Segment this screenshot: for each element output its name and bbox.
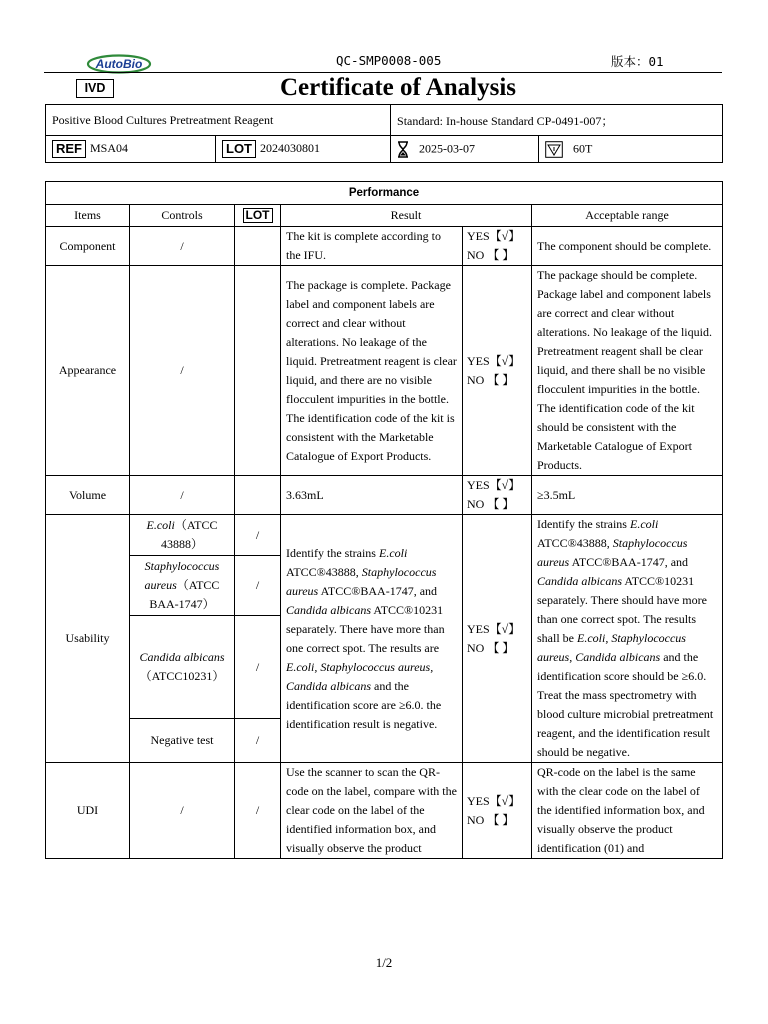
item-volume: Volume <box>46 476 130 515</box>
table-row <box>46 266 723 476</box>
lot-value-cell: / <box>235 556 281 616</box>
yes-mark: YES【√】 <box>467 478 521 492</box>
yes-mark: YES【√】 <box>467 621 521 636</box>
range-text: The component should be complete. <box>532 227 723 266</box>
ref-cell <box>46 136 216 163</box>
lot-value-cell <box>235 266 281 476</box>
item-appearance: Appearance <box>46 266 130 476</box>
control-negative: Negative test <box>130 719 235 763</box>
result-text: Use the scanner to scan the QR-code on the label, compare with the clear code on the label of the identified information box, and visually observe the product <box>281 763 463 859</box>
header-result: Result <box>281 205 532 227</box>
result-text: Identify the strains E.coli ATCC®43888, Staphylococcus aureus ATCC®BAA-1747, and Candida albicans ATCC®10231 separately. There have more than one correct spot. The results are E.coli, Staphylococcus aureus, Candida albicans and the identification score are ≥6.0. the identification result is negative. <box>281 515 463 763</box>
header-rule <box>44 72 722 73</box>
yes-mark: YES【√】 <box>467 353 521 368</box>
control-strain: （ATCC BAA-1747） <box>149 578 220 611</box>
standard-reference: Standard: In-house Standard CP-0491-007； <box>391 105 723 136</box>
table-row <box>46 227 723 266</box>
lot-value-cell: / <box>235 719 281 763</box>
control-staph <box>130 556 235 616</box>
result-text: The kit is complete according to the IFU. <box>281 227 463 266</box>
performance-table <box>45 181 723 859</box>
range-text: The package should be complete. Package label and component labels are correct and clear without alterations. No leakage of the liquid. Pretreatment reagent shall be clear liquid, and there shall be no visible flocculent impurities in the bottle. The identification code of the kit should be consistent with the Marketable Catalogue of Export Products. <box>532 266 723 476</box>
autobio-logo <box>86 53 152 74</box>
header-controls: Controls <box>130 205 235 227</box>
no-mark: NO 【 】 <box>467 640 515 655</box>
tests-count-icon <box>545 141 563 158</box>
hourglass-icon <box>397 141 409 158</box>
ref-symbol: REF <box>52 140 86 158</box>
lot-value-cell: / <box>235 763 281 859</box>
control-value: / <box>130 266 235 476</box>
lot-symbol-header: LOT <box>243 208 273 223</box>
performance-title: Performance <box>46 182 723 205</box>
yes-no-checkbox <box>463 515 532 763</box>
lot-value-cell: / <box>235 616 281 719</box>
product-name: Positive Blood Cultures Pretreatment Reagent <box>46 105 391 136</box>
quantity-cell <box>539 136 723 163</box>
lot-value: 2024030801 <box>260 140 320 155</box>
range-text: Identify the strains E.coli ATCC®43888, Staphylococcus aureus ATCC®BAA-1747, and Candida albicans ATCC®10231 separately. There should have more than one correct spot. The results shall be E.coli, Staphylococcus aureus, Candida albicans and the identification score should be ≥6.0. Treat the mass spectrometry with blood culture microbial pretreatment reagent, and the identification result should be negative. <box>532 515 723 763</box>
table-row <box>46 763 723 859</box>
range-text: QR-code on the label is the same with the clear code on the label of the identified information box, and visually observe the product identification (01) and <box>532 763 723 859</box>
control-strain: （ATCC10231） <box>139 669 225 683</box>
result-text: The package is complete. Package label and component labels are correct and clear without alterations. No leakage of the liquid. Pretreatment reagent is clear liquid, and there are no visible flocculent impurities in the bottle. The identification code of the kit is consistent with the Marketable Catalogue of Export Products. <box>281 266 463 476</box>
document-code: QC-SMP0008-005 <box>336 53 442 68</box>
lot-value-cell: / <box>235 515 281 556</box>
expiry-value: 2025-03-07 <box>419 140 476 155</box>
version-label: 版本：01 <box>611 54 664 69</box>
product-info-table <box>45 104 723 163</box>
yes-no-checkbox <box>463 227 532 266</box>
expiry-cell <box>391 136 539 163</box>
table-row <box>46 476 723 515</box>
control-species: Staphylococcus aureus <box>144 559 220 592</box>
no-mark: NO 【 】 <box>467 372 515 387</box>
ivd-symbol: IVD <box>76 79 114 98</box>
yes-no-checkbox <box>463 476 532 515</box>
control-species: E.coli <box>146 518 175 532</box>
yes-no-checkbox <box>463 763 532 859</box>
control-value: / <box>130 476 235 515</box>
page-title: Certificate of Analysis <box>279 74 517 101</box>
no-mark: NO 【 】 <box>467 497 515 511</box>
no-mark: NO 【 】 <box>467 248 515 262</box>
lot-cell <box>216 136 391 163</box>
lot-value-cell <box>235 476 281 515</box>
item-usability: Usability <box>46 515 130 763</box>
item-component: Component <box>46 227 130 266</box>
control-value: / <box>130 227 235 266</box>
header-lot <box>235 205 281 227</box>
no-mark: NO 【 】 <box>467 812 515 827</box>
yes-mark: YES【√】 <box>467 793 521 808</box>
item-udi: UDI <box>46 763 130 859</box>
lot-symbol: LOT <box>222 140 256 158</box>
quantity-value: 60T <box>573 140 593 155</box>
result-text: 3.63mL <box>281 476 463 515</box>
header-acceptable-range: Acceptable range <box>532 205 723 227</box>
control-value: / <box>130 763 235 859</box>
table-row <box>46 515 723 556</box>
control-candida <box>130 616 235 719</box>
header-items: Items <box>46 205 130 227</box>
lot-value-cell <box>235 227 281 266</box>
yes-no-checkbox <box>463 266 532 476</box>
control-strain: （ATCC 43888） <box>160 518 218 551</box>
control-ecoli <box>130 515 235 556</box>
yes-mark: YES【√】 <box>467 229 521 243</box>
range-text: ≥3.5mL <box>532 476 723 515</box>
ref-value: MSA04 <box>90 140 129 155</box>
control-species: Candida albicans <box>139 650 225 664</box>
svg-text:AutoBio: AutoBio <box>95 57 143 71</box>
page-number: 1/2 <box>375 955 393 970</box>
